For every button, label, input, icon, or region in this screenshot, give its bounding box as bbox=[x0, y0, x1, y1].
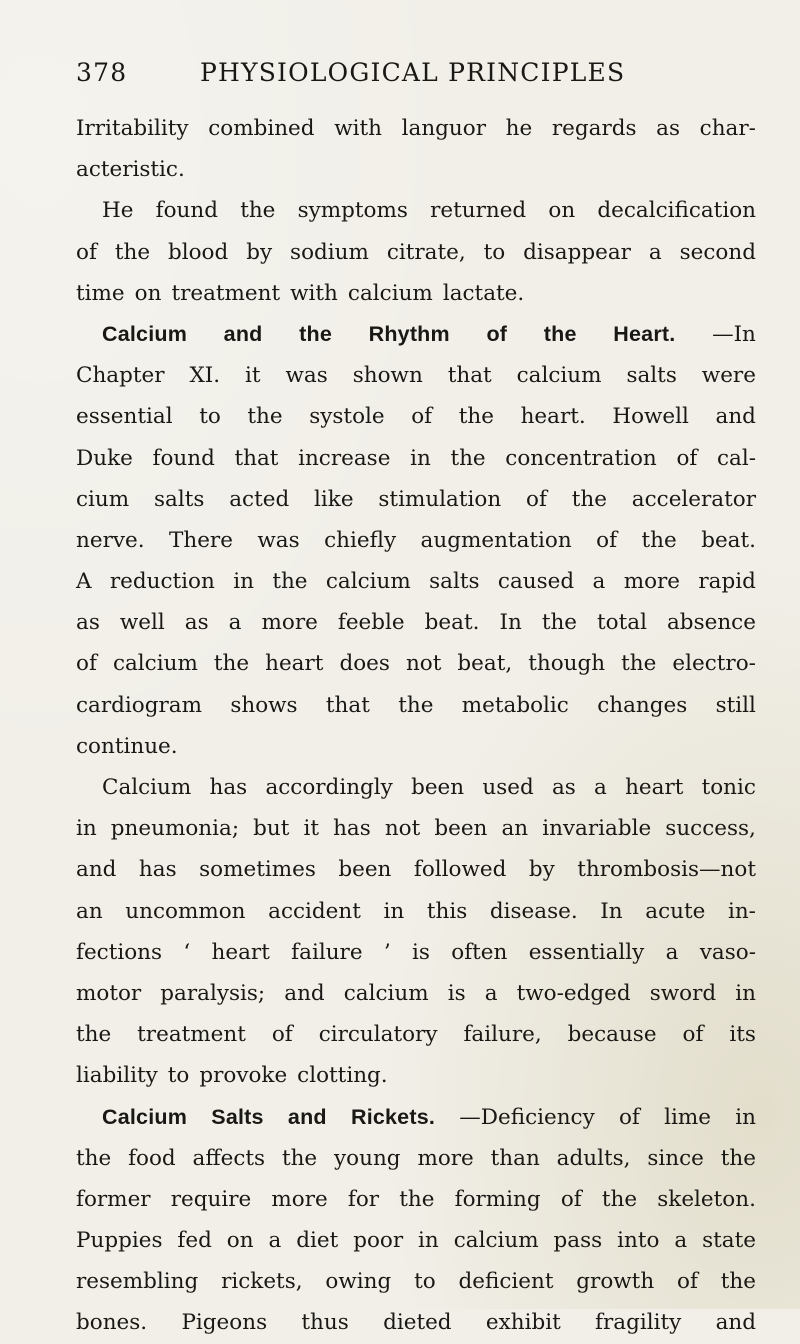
text-line: cardiogram shows that the metabolic changes still bbox=[76, 692, 756, 718]
text-line: essential to the systole of the heart. Howell and bbox=[76, 404, 756, 430]
text-line: cium salts acted like stimulation of the accelerator bbox=[76, 486, 756, 512]
text-line: motor paralysis; and calcium is a two-edged sword in bbox=[76, 980, 756, 1006]
text-line: an uncommon accident in this disease. In acute in- bbox=[76, 898, 756, 924]
text-line: Duke found that increase in the concentration of cal- bbox=[76, 445, 756, 471]
text-line: continue. bbox=[76, 733, 178, 759]
text-line: in pneumonia; but it has not been an invariable success, bbox=[76, 816, 756, 842]
text-line: fections ‘ heart failure ’ is often essentially a vaso- bbox=[76, 939, 756, 965]
text-line: of the blood by sodium citrate, to disappear a second bbox=[76, 239, 756, 265]
text-line: Calcium and the Rhythm of the Heart. —In bbox=[102, 321, 756, 347]
running-title: PHYSIOLOGICAL PRINCIPLES bbox=[200, 58, 626, 87]
text-line: Chapter XI. it was shown that calcium salts were bbox=[76, 363, 756, 389]
text-line: bones. Pigeons thus dieted exhibit fragility and bbox=[76, 1310, 756, 1336]
text-line: resembling rickets, owing to deficient growth of the bbox=[76, 1269, 756, 1295]
text-line: former require more for the forming of the skeleton. bbox=[76, 1186, 756, 1212]
body-text bbox=[76, 108, 756, 1344]
page-number: 378 bbox=[76, 58, 128, 87]
text-line: nerve. There was chiefly augmentation of the beat. bbox=[76, 527, 756, 553]
text-line: of calcium the heart does not beat, though the electro- bbox=[76, 651, 756, 677]
text-line: Irritability combined with languor he regards as char- bbox=[76, 116, 756, 141]
text-line: as well as a more feeble beat. In the total absence bbox=[76, 610, 756, 636]
text-line: acteristic. bbox=[76, 157, 185, 183]
text-line: liability to provoke clotting. bbox=[76, 1063, 388, 1089]
running-head bbox=[76, 58, 731, 98]
text-line: the food affects the young more than adults, since the bbox=[76, 1145, 756, 1171]
text-line: He found the symptoms returned on decalcification bbox=[102, 198, 756, 224]
text-line: and has sometimes been followed by thrombosis—not bbox=[76, 857, 756, 883]
text-line: Calcium Salts and Rickets. —Deficiency of lime in bbox=[102, 1104, 756, 1130]
text-line: A reduction in the calcium salts caused a more rapid bbox=[76, 569, 756, 595]
text-line: Calcium has accordingly been used as a heart tonic bbox=[102, 775, 756, 800]
text-line: time on treatment with calcium lactate. bbox=[76, 280, 525, 306]
text-line: the treatment of circulatory failure, because of its bbox=[76, 1022, 756, 1048]
text-line: Puppies fed on a diet poor in calcium pass into a state bbox=[76, 1228, 756, 1254]
